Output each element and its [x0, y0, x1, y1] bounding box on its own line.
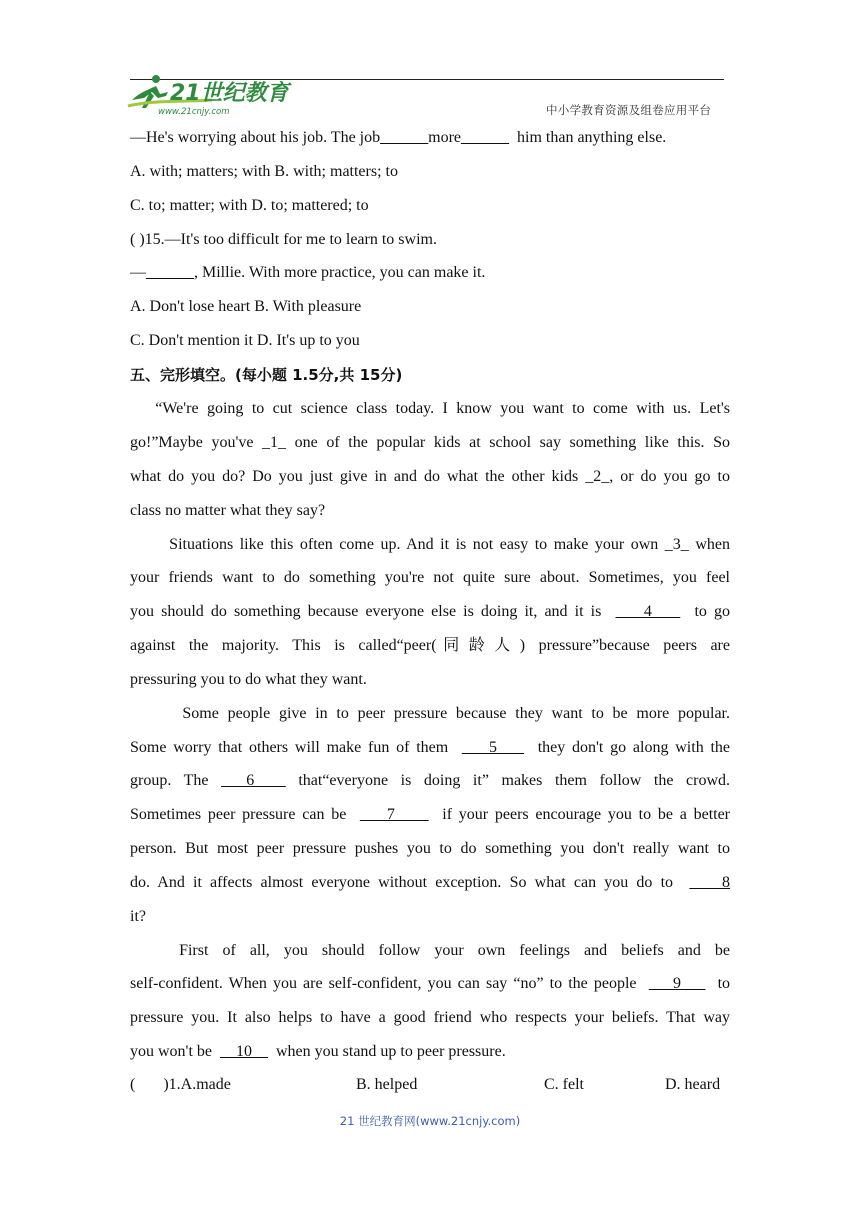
passage-line: do. And it affects almost everyone without exception. So what can you do to 8 — [130, 874, 731, 891]
logo-text: 21世纪教育 — [170, 81, 289, 106]
option-line: A. with; matters; with B. with; matters; to — [130, 163, 398, 180]
blank-7: 7 — [359, 806, 429, 823]
passage-line: go!”Maybe you've _1_ one of the popular kids at school say something like this. So — [130, 434, 730, 451]
passage-line: your friends want to do something you're not quite sure about. Sometimes, you feel — [130, 569, 730, 586]
passage-line: pressuring you to do what they want. — [130, 671, 367, 688]
question-1-option-a: ( )1.A.made — [130, 1076, 231, 1093]
passage-line: Some people give in to peer pressure because they want to be more popular. — [130, 705, 730, 722]
footer-text: 21 世纪教育网(www.21cnjy.com) — [339, 1114, 521, 1128]
blank: ______ — [146, 264, 194, 281]
option-line: C. Don't mention it D. It's up to you — [130, 332, 360, 349]
blank-8: 8 — [689, 874, 731, 891]
passage-line: it? — [130, 908, 146, 925]
option-line: A. Don't lose heart B. With pleasure — [130, 298, 362, 315]
passage-line: class no matter what they say? — [130, 502, 326, 519]
blank-6: 6 — [221, 772, 286, 789]
question-1-option-d: D. heard — [665, 1076, 721, 1093]
passage-line: Sometimes peer pressure can be 7 if your peers encourage you to be a better — [130, 806, 731, 823]
passage-line: person. But most peer pressure pushes you to do something you don't really want to — [130, 840, 730, 857]
site-logo — [122, 70, 292, 116]
passage-line: Some worry that others will make fun of them 5 they don't go along with the — [130, 739, 731, 756]
question-1-option-c: C. felt — [544, 1076, 584, 1093]
question-15: ( )15.—It's too difficult for me to learn to swim. — [130, 231, 437, 248]
question-1-option-b: B. helped — [356, 1076, 418, 1093]
option-line: C. to; matter; with D. to; mattered; to — [130, 197, 369, 214]
blank: ______ — [380, 129, 429, 146]
passage-line: self-confident. When you are self-confident, you can say “no” to the people 9 to — [130, 975, 731, 992]
blank-9: 9 — [648, 975, 706, 992]
passage-line: pressure you. It also helps to have a good friend who respects your beliefs. That way — [130, 1009, 730, 1026]
passage-line: what do you do? Do you just give in and do what the other kids _2_, or do you go to — [130, 468, 730, 485]
header-subtitle: 中小学教育资源及组卷应用平台 — [546, 103, 712, 117]
passage-line: First of all, you should follow your own feelings and beliefs and be — [130, 942, 730, 959]
logo-url: www.21cnjy.com — [158, 107, 230, 116]
blank-4: 4 — [615, 603, 681, 620]
section-title: 五、完形填空。(每小题 1.5分,共 15分) — [130, 366, 403, 384]
blank-10: 10 — [219, 1043, 268, 1060]
passage-line: you should do something because everyone else is doing it, and it is 4 to go — [130, 603, 731, 620]
passage-line: you won't be 10 when you stand up to peer pressure. — [130, 1043, 506, 1060]
passage-line: group. The 6 that“everyone is doing it” makes them follow the crowd. — [130, 772, 731, 789]
passage-line: Situations like this often come up. And it is not easy to make your own _3_ when — [130, 536, 730, 553]
passage-line: “We're going to cut science class today. I know you want to come with us. Let's — [130, 400, 730, 417]
blank: ______ — [461, 129, 509, 146]
question-14-answer: —He's worrying about his job. The job______more______ him than anything else. — [130, 129, 667, 146]
blank-5: 5 — [461, 739, 525, 756]
passage-line: against the majority. This is called“peer( 同 龄 人 ) pressure”because peers are — [130, 637, 730, 654]
question-15-answer: —______, Millie. With more practice, you can make it. — [130, 264, 486, 281]
